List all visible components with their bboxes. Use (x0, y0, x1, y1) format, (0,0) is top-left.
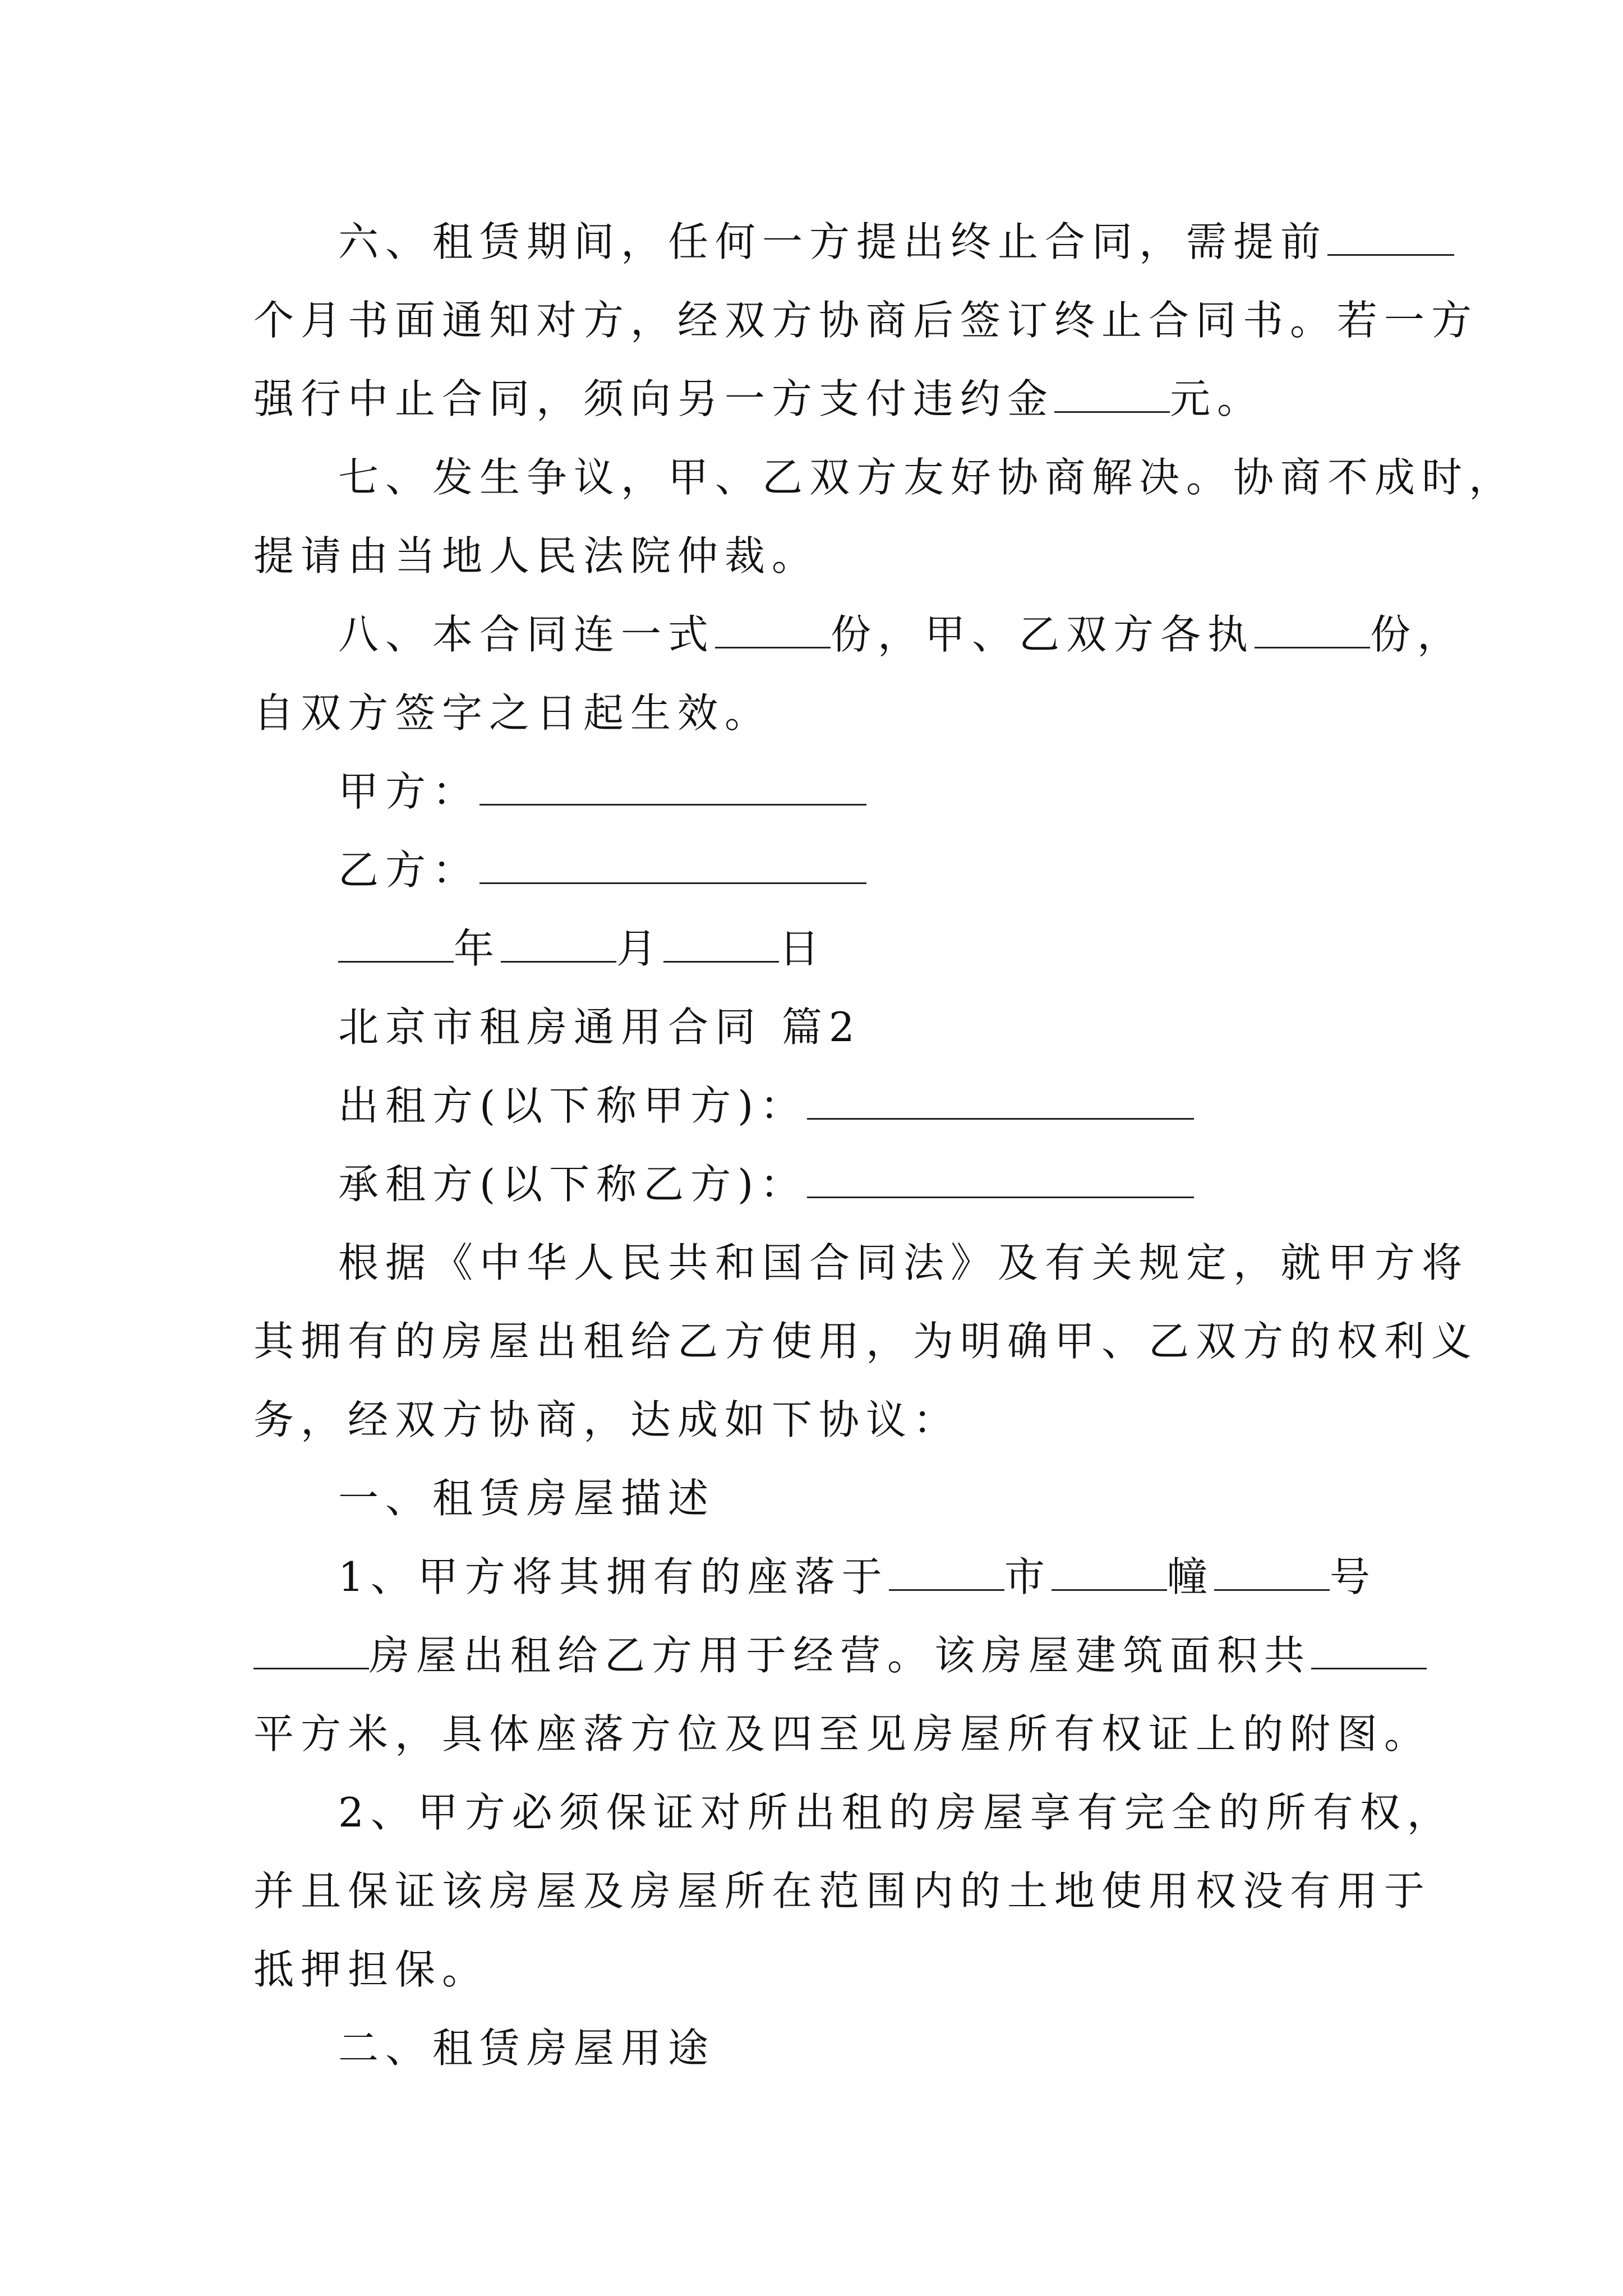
party-a-blank (479, 768, 866, 806)
item1-line1: 1、甲方将其拥有的座落于 市 幢 号 (338, 1553, 1377, 1600)
heading-property-description: 一、租赁房屋描述 (338, 1475, 716, 1522)
intro-line2: 其拥有的房屋出租给乙方使用，为明确甲、乙双方的权利义 (253, 1318, 1479, 1365)
section2-title: 北京市租房通用合同 篇2 (338, 1004, 861, 1051)
day-blank (663, 925, 779, 963)
lessor-line: 出租方(以下称甲方)： (338, 1066, 1460, 1145)
item2-line3: 抵押担保。 (253, 1946, 490, 1993)
copies-each-blank (1255, 611, 1370, 648)
item2-line2: 并且保证该房屋及房屋所在范围内的土地使用权没有用于 (253, 1867, 1432, 1915)
clause7-line2: 提请由当地人民法院仲裁。 (253, 532, 819, 579)
notice-months-blank (1327, 218, 1454, 256)
lessee-line: 承租方(以下称乙方)： (338, 1145, 1460, 1223)
clause7-line1: 七、发生争议，甲、乙双方友好协商解决。协商不成时， (338, 454, 1516, 501)
month-blank (501, 925, 616, 963)
party-b-signature: 乙方： (338, 831, 1460, 909)
year-blank (338, 925, 454, 963)
building-blank (1052, 1553, 1167, 1591)
lessor-blank (807, 1082, 1194, 1120)
signature-date: 年 月 日 (338, 909, 1460, 988)
party-a-signature: 甲方： (338, 752, 1460, 831)
number-blank (1214, 1553, 1330, 1591)
clause6-line3: 强行中止合同，须向另一方支付违约金 元。 (253, 375, 1265, 422)
copies-total-blank (715, 611, 831, 648)
clause8-line1: 八、本合同连一式 份，甲、乙双方各执 份， (338, 611, 1465, 658)
party-b-blank (479, 846, 866, 884)
clause6-line2: 个月书面通知对方，经双方协商后签订终止合同书。若一方 (253, 297, 1479, 344)
item1-line2: 房屋出租给乙方用于经营。该房屋建筑面积共 (253, 1616, 1375, 1695)
intro-line3: 务，经双方协商，达成如下协议： (253, 1396, 961, 1443)
item1-line3: 平方米，具体座落方位及四至见房屋所有权证上的附图。 (253, 1710, 1432, 1757)
clause8-line2: 自双方签字之日起生效。 (253, 689, 772, 737)
lessee-blank (807, 1161, 1194, 1198)
city-blank (889, 1553, 1004, 1591)
area-blank (1311, 1632, 1427, 1669)
clause6-line1: 六、租赁期间，任何一方提出终止合同，需提前 (338, 203, 1460, 281)
intro-line1: 根据《中华人民共和国合同法》及有关规定，就甲方将 (338, 1239, 1469, 1286)
heading-property-use: 二、租赁房屋用途 (338, 2024, 716, 2072)
item2-line1: 2、甲方必须保证对所出租的房屋享有完全的所有权， (338, 1789, 1454, 1836)
penalty-amount-blank (1054, 375, 1170, 413)
room-blank (253, 1632, 369, 1669)
